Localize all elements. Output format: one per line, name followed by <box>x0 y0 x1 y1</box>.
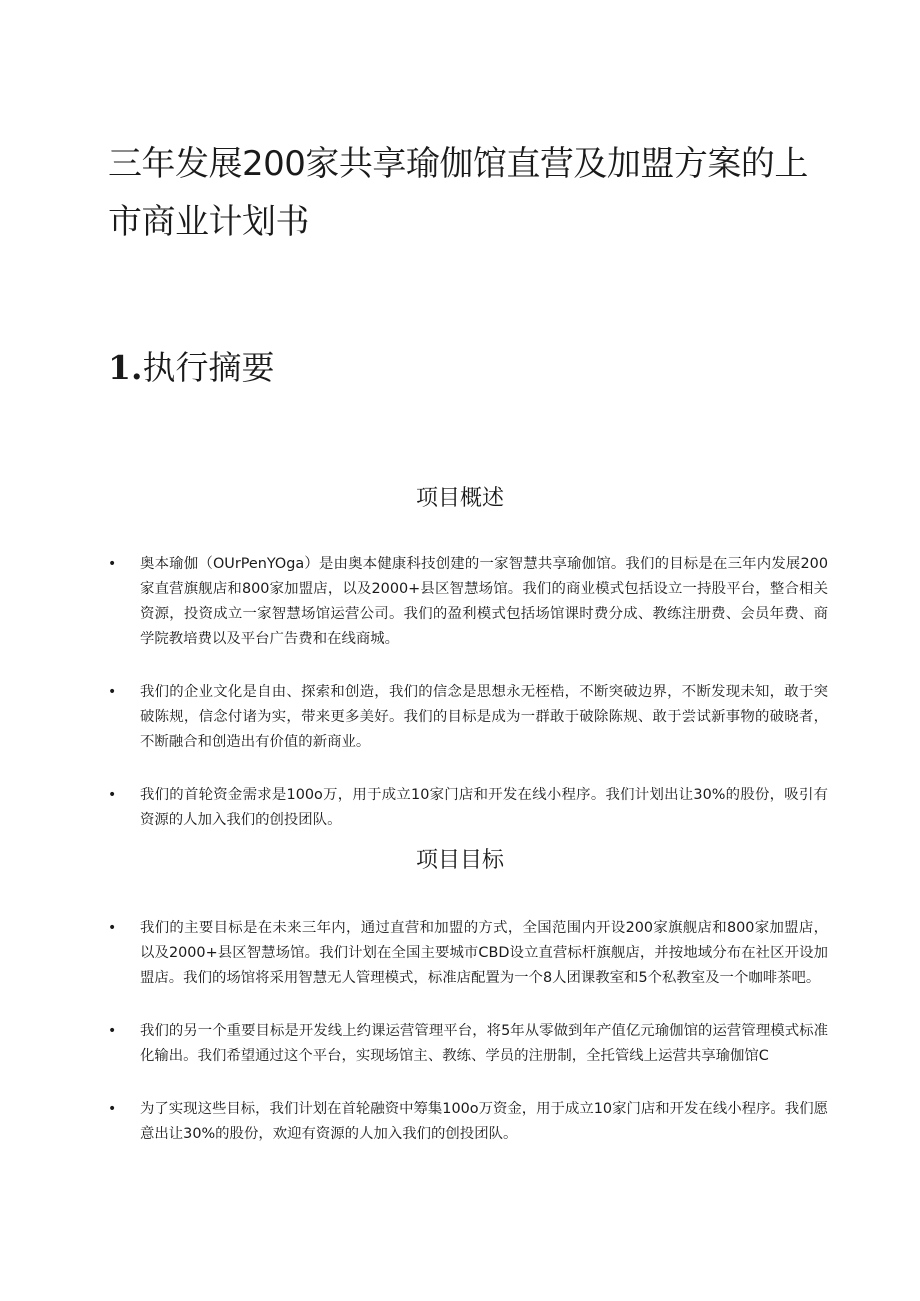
bullet-icon: • <box>108 787 117 803</box>
bullet-icon: • <box>108 1023 117 1039</box>
list-item <box>108 1097 828 1147</box>
document-title: 三年发展200家共享瑜伽馆直营及加盟方案的上市商业计划书 <box>108 144 808 242</box>
list-item <box>108 783 828 833</box>
list-item <box>108 680 828 755</box>
paragraph-text: 我们的首轮资金需求是100o万，用于成立10家门店和开发在线小程序。我们计划出让30%的股份，吸引有资源的人加入我们的创投团队。 <box>140 787 828 828</box>
paragraph-text: 我们的主要目标是在未来三年内，通过直营和加盟的方式，全国范围内开设200家旗舰店和800家加盟店，以及2000+县区智慧场馆。我们计划在全国主要城市CBD设立直营标杆旗舰店，并按地域分布在社区开设加盟店。我们的场馆将采用智慧无人管理模式，标准店配置为一个8人团课教室和5个私教室及一个咖啡茶吧。 <box>140 920 828 986</box>
section-heading <box>108 340 274 396</box>
subsection-heading-overview: 项目概述 <box>415 486 504 511</box>
section-title: 执行摘要 <box>142 348 275 387</box>
overview-bullet-list <box>108 552 828 861</box>
list-item <box>108 1019 828 1069</box>
bullet-icon: • <box>108 920 117 936</box>
paragraph-text: 我们的另一个重要目标是开发线上约课运营管理平台，将5年从零做到年产值亿元瑜伽馆的运营管理模式标准化输出。我们希望通过这个平台，实现场馆主、教练、学员的注册制，全托管线上运营共享瑜伽馆C <box>140 1023 828 1064</box>
goals-bullet-list <box>108 916 828 1175</box>
subsection-heading-goals: 项目目标 <box>415 848 504 873</box>
section-number: 1. <box>108 348 143 387</box>
paragraph-text: 我们的企业文化是自由、探索和创造，我们的信念是思想永无桎梏，不断突破边界，不断发现未知，敢于突破陈规，信念付诸为实，带来更多美好。我们的目标是成为一群敢于破除陈规、敢于尝试新事物的破晓者，不断融合和创造出有价值的新商业。 <box>140 684 828 750</box>
paragraph-text: 奥本瑜伽（OUrPenYOga）是由奥本健康科技创建的一家智慧共享瑜伽馆。我们的目标是在三年内发展200家直营旗舰店和800家加盟店，以及2000+县区智慧场馆。我们的商业模式包括设立一持股平台，整合相关资源，投资成立一家智慧场馆运营公司。我们的盈利模式包括场馆课时费分成、教练注册费、会员年费、商学院教培费以及平台广告费和在线商城。 <box>140 556 828 647</box>
bullet-icon: • <box>108 684 117 700</box>
list-item <box>108 916 828 991</box>
paragraph-text: 为了实现这些目标，我们计划在首轮融资中筹集100o万资金，用于成立10家门店和开发在线小程序。我们愿意出让30%的股份，欢迎有资源的人加入我们的创投团队。 <box>140 1101 828 1142</box>
list-item <box>108 552 828 652</box>
bullet-icon: • <box>108 556 117 572</box>
bullet-icon: • <box>108 1101 117 1117</box>
